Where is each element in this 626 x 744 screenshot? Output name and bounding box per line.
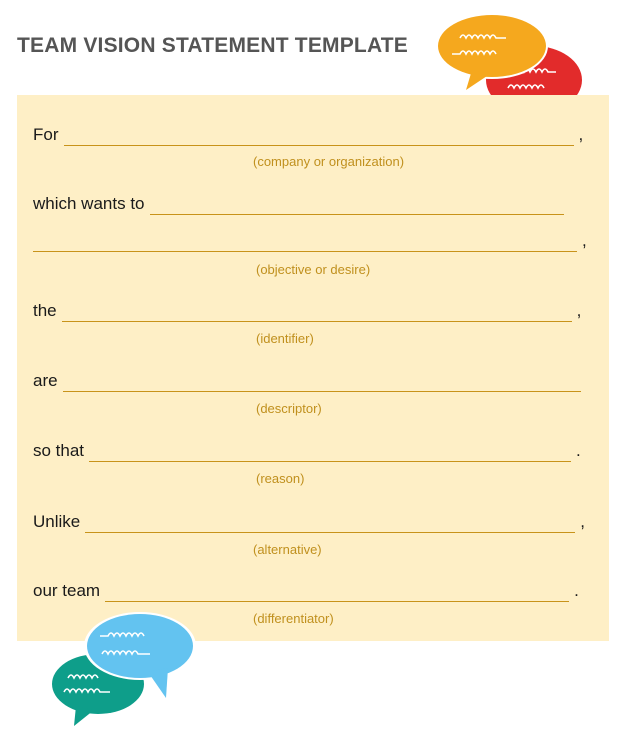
descriptor-field[interactable] (63, 375, 581, 392)
wants-to-field[interactable] (150, 198, 564, 215)
form-row-identifier (33, 300, 585, 322)
row-punct: . (574, 581, 579, 600)
row-lead: For (33, 125, 59, 144)
company-field[interactable] (64, 129, 574, 146)
hint-objective: (objective or desire) (256, 262, 371, 277)
row-punct: , (578, 125, 584, 144)
form-row-wants (33, 193, 564, 215)
row-punct: . (576, 441, 581, 460)
row-lead: which wants to (33, 194, 145, 213)
hint-identifier: (identifier) (256, 331, 314, 346)
row-punct: , (582, 231, 587, 250)
alternative-field[interactable] (85, 516, 575, 533)
hint-differentiator: (differentiator) (253, 611, 334, 626)
row-lead: so that (33, 441, 85, 460)
row-punct: , (580, 512, 585, 531)
speech-bubbles-bottom-icon (48, 606, 198, 731)
page-title: TEAM VISION STATEMENT TEMPLATE (17, 34, 408, 57)
row-lead: are (33, 371, 58, 390)
form-row-reason (33, 440, 584, 462)
form-row-objective (33, 230, 590, 252)
form-row-descriptor (33, 370, 581, 392)
row-lead: our team (33, 581, 101, 600)
row-punct: , (576, 301, 582, 320)
row-lead: the (33, 301, 57, 320)
form-row-differentiator (33, 580, 582, 602)
form-panel (17, 95, 609, 641)
row-lead: Unlike (33, 512, 81, 531)
identifier-field[interactable] (62, 305, 572, 322)
reason-field[interactable] (89, 445, 571, 462)
hint-alternative: (alternative) (253, 542, 322, 557)
differentiator-field[interactable] (105, 585, 569, 602)
hint-reason: (reason) (256, 471, 305, 486)
form-row-alternative (33, 511, 588, 533)
form-row-company (33, 124, 587, 146)
hint-descriptor: (descriptor) (256, 401, 322, 416)
hint-company: (company or organization) (253, 154, 405, 169)
objective-field[interactable] (33, 235, 577, 252)
